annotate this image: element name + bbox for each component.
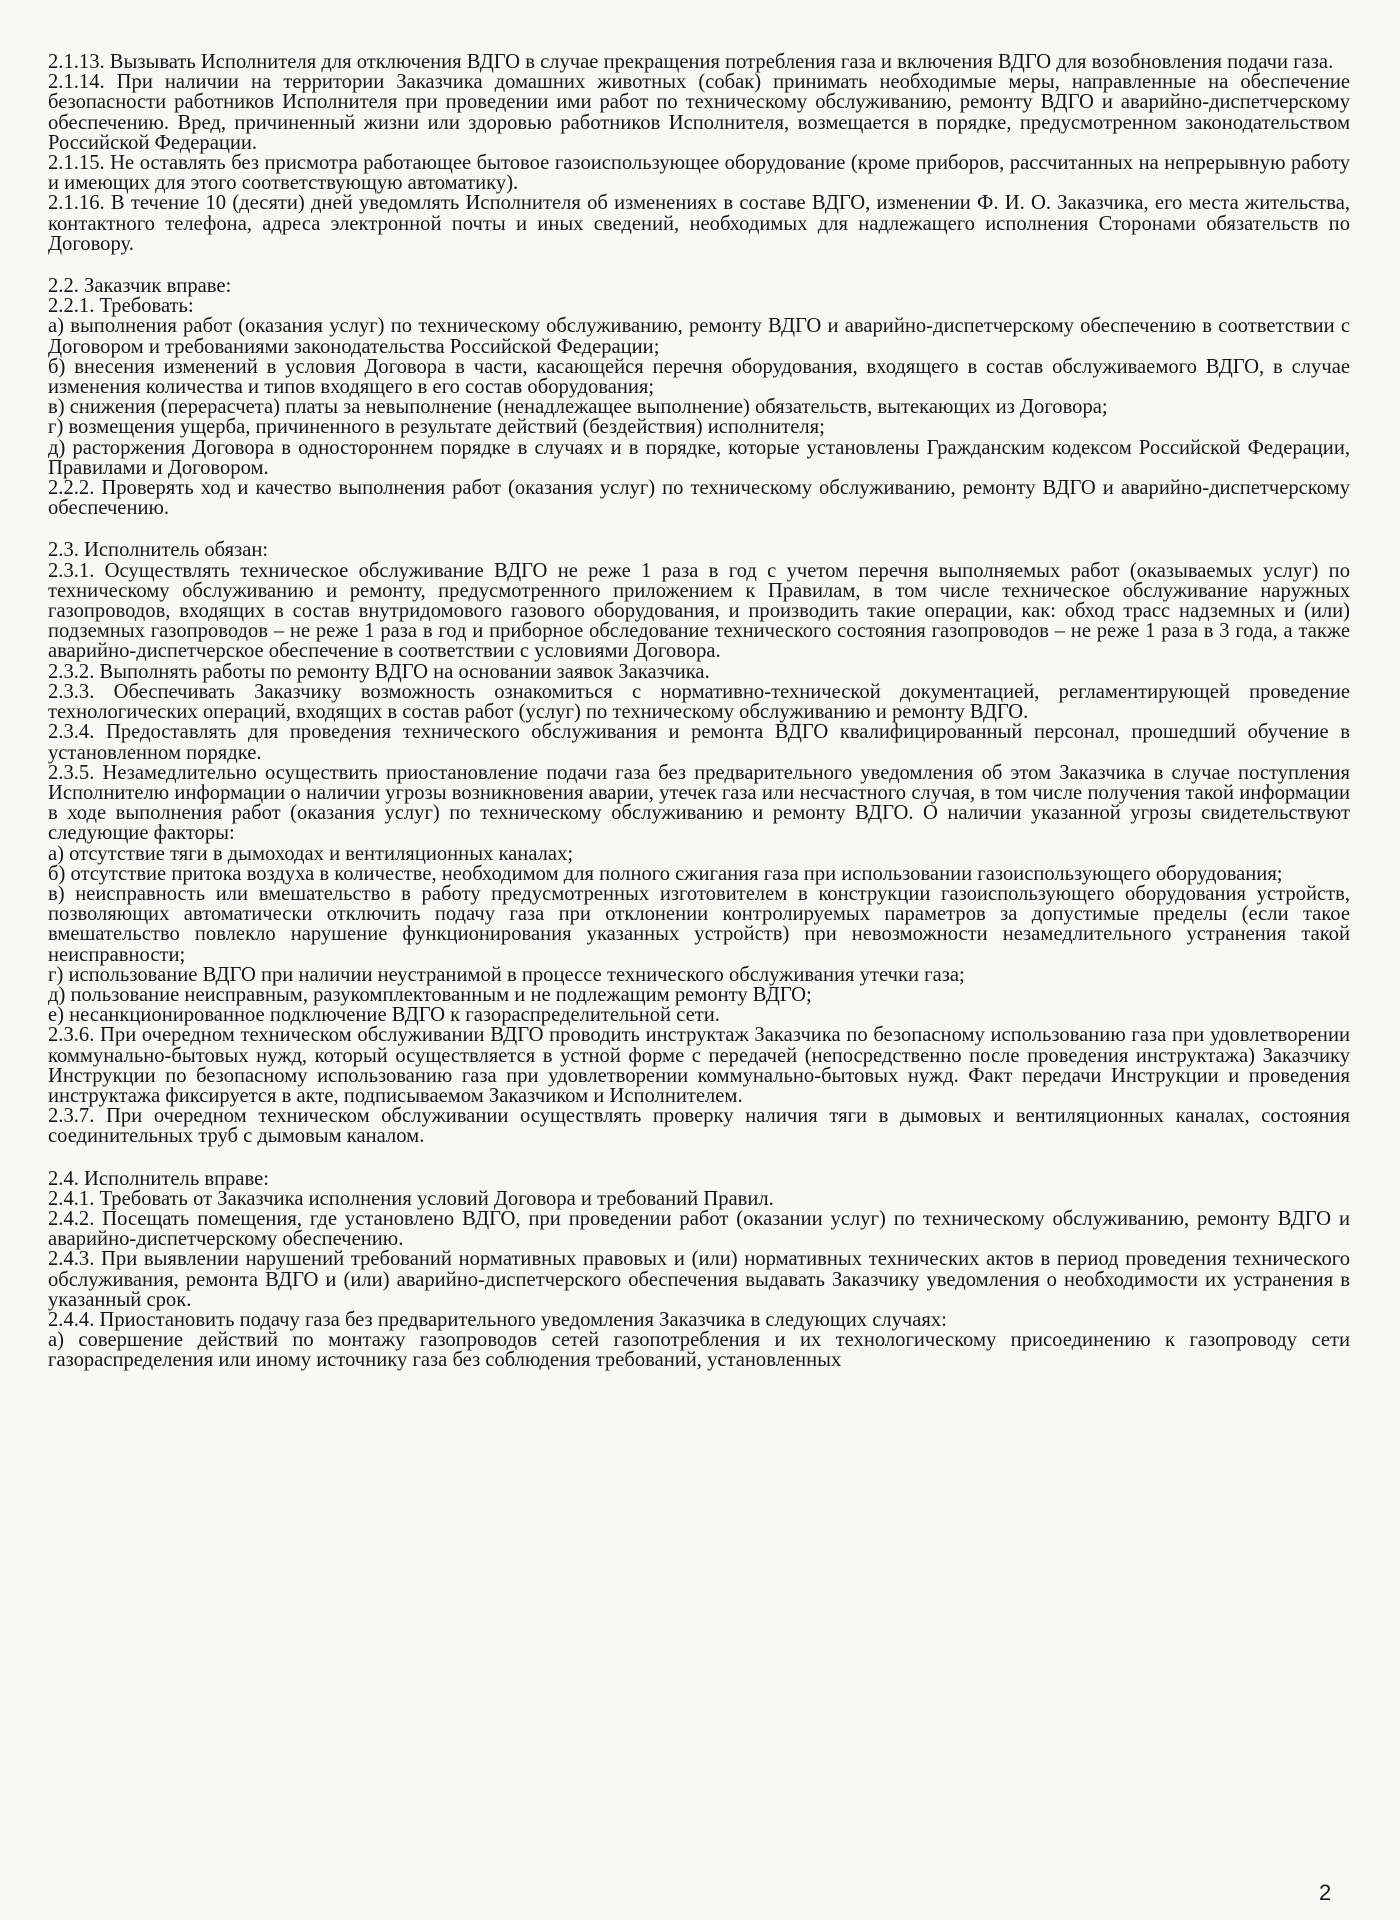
clause-2-2-1: 2.2.1. Требовать: bbox=[48, 295, 194, 318]
clause-2-3-5-b: б) отсутствие притока воздуха в количестве, необходимом для полного сжигания газа при использовании газоиспользующего оборудования; bbox=[48, 862, 1283, 885]
clause-2-3-5-d: д) пользование неисправным, разукомплектованным и не подлежащим ремонту ВДГО; bbox=[48, 983, 812, 1006]
clause-2-3-5-v: в) неисправность или вмешательство в работу предусмотренных изготовителем в конструкции газоиспользующего оборудования устройств, позволяющих автоматически отключить подачу газа при отклонении контролируемых параметров за допустимые пределы (если такое вмешательство повлекло нарушение функционирования указанных устройств) при невозможности незамедлительного устранения такой неисправности; bbox=[48, 882, 1350, 966]
clause-2-3-6: 2.3.6. При очередном техническом обслуживании ВДГО проводить инструктаж Заказчика по безопасному использованию газа при удовлетворении коммунально-бытовых нужд, который осуществляется в устной форме с передачей (непосредственно после проведения инструктажа) Заказчику Инструкции по безопасному использованию газа при удовлетворении коммунально-бытовых нужд. Факт передачи Инструкции и проведения инструктажа фиксируется в акте, подписываемом Заказчиком и Исполнителем. bbox=[48, 1024, 1350, 1107]
clause-2-2-1-b: б) внесения изменений в условия Договора в части, касающейся перечня оборудования, входящего в состав обслуживаемого ВДГО, в случае изменения количества и типов входящего в его состав оборудования; bbox=[48, 355, 1350, 399]
section-2-4-heading: 2.4. Исполнитель вправе: bbox=[48, 1167, 270, 1190]
clause-2-2-1-v: в) снижения (перерасчета) платы за невыполнение (ненадлежащее выполнение) обязательств, вытекающих из Договора; bbox=[48, 396, 1108, 419]
clause-2-2-1-a: а) выполнения работ (оказания услуг) по техническому обслуживанию, ремонту ВДГО и аварийно-диспетчерскому обеспечению в соответствии с Договором и требованиями законодательства Российской Федерации; bbox=[48, 315, 1350, 358]
clause-2-1-13: 2.1.13. Вызывать Исполнителя для отключения ВДГО в случае прекращения потребления газа и включения ВДГО для возобновления подачи газа. bbox=[48, 51, 1334, 73]
clause-2-2-1-d: д) расторжения Договора в одностороннем порядке в случаях и в порядке, которые установлены Гражданским кодексом Российской Федерации, Правилами и Договором. bbox=[48, 436, 1350, 479]
section-2-3-heading: 2.3. Исполнитель обязан: bbox=[48, 539, 269, 562]
clause-2-3-1: 2.3.1. Осуществлять техническое обслуживание ВДГО не реже 1 раза в год с учетом перечня выполняемых работ (оказываемых услуг) по техническому обслуживанию и ремонту, предусмотренного приложением к Правилам, в том числе техническое обслуживание наружных газопроводов, входящих в состав внутридомового газового оборудования, и производить такие операции, как: обход трасс надземных и (или) подземных газопроводов – не реже 1 раза в год и приборное обследование технического состояния газопроводов – не реже 1 раза в 3 года, а также аварийно-диспетчерское обеспечение в соответствии с условиями Договора. bbox=[48, 559, 1350, 663]
clause-2-4-4: 2.4.4. Приостановить подачу газа без предварительного уведомления Заказчика в следующих случаях: bbox=[48, 1308, 947, 1331]
clause-2-3-5: 2.3.5. Незамедлительно осуществить приостановление подачи газа без предварительного уведомления об этом Заказчика в случае поступления Исполнителю информации о наличии угрозы возникновения аварии, утечек газа или несчастного случая, в том числе получения такой информации в ходе выполнения работ (оказания услуг) по техническому обслуживанию и ремонту ВДГО. О наличии указанной угрозы свидетельствуют следующие факторы: bbox=[48, 761, 1350, 845]
clause-2-1-15: 2.1.15. Не оставлять без присмотра работающее бытовое газоиспользующее оборудование (кроме приборов, рассчитанных на непрерывную работу и имеющих для этого соответствующую автоматику). bbox=[48, 152, 1350, 195]
clause-2-4-3: 2.4.3. При выявлении нарушений требований нормативных правовых и (или) нормативных технических актов в период проведения технического обслуживания, ремонта ВДГО и (или) аварийно-диспетчерского обеспечения выдавать Заказчику уведомления о необходимости их устранения в указанный срок. bbox=[48, 1248, 1350, 1311]
clause-2-3-3: 2.3.3. Обеспечивать Заказчику возможность ознакомиться с нормативно-технической документацией, регламентирующей проведение технологических операций, входящих в состав работ (услуг) по техническому обслуживанию и ремонту ВДГО. bbox=[48, 680, 1350, 724]
clause-2-1-14: 2.1.14. При наличии на территории Заказчика домашних животных (собак) принимать необходимые меры, направленные на обеспечение безопасности работников Исполнителя при проведении ими работ по техническому обслуживанию, ремонту ВДГО и аварийно-диспетчерскому обеспечению. Вред, причиненный жизни или здоровью работников Исполнителя, возмещается в порядке, предусмотренном законодательством Российской Федерации. bbox=[48, 71, 1350, 154]
clause-2-4-1: 2.4.1. Требовать от Заказчика исполнения условий Договора и требований Правил. bbox=[48, 1187, 774, 1210]
clause-2-3-7: 2.3.7. При очередном техническом обслуживании осуществлять проверку наличия тяги в дымовых и вентиляционных каналах, состояния соединительных труб с дымовым каналом. bbox=[48, 1105, 1350, 1148]
clause-2-3-2: 2.3.2. Выполнять работы по ремонту ВДГО на основании заявок Заказчика. bbox=[48, 660, 710, 683]
clause-2-3-5-a: а) отсутствие тяги в дымоходах и вентиляционных каналах; bbox=[48, 842, 574, 865]
clause-2-1-16: 2.1.16. В течение 10 (десяти) дней уведомлять Исполнителя об изменениях в составе ВДГО, изменении Ф. И. О. Заказчика, его места жительства, контактного телефона, адреса электронной почты и иных сведений, необходимых для надлежащего исполнения Сторонами обязательств по Договору. bbox=[48, 192, 1350, 255]
document-body bbox=[48, 52, 1350, 1371]
page-number: 2 bbox=[1319, 1880, 1332, 1905]
clause-2-4-2: 2.4.2. Посещать помещения, где установлено ВДГО, при проведении работ (оказании услуг) по техническому обслуживанию, ремонту ВДГО и аварийно-диспетчерскому обеспечению. bbox=[48, 1207, 1350, 1251]
clause-2-4-4-a: а) совершение действий по монтажу газопроводов сетей газопотребления и их технологическому присоединению к газопроводу сети газораспределения или иному источнику газа без соблюдения требований, установленных bbox=[48, 1329, 1350, 1372]
clause-2-3-5-e: е) несанкционированное подключение ВДГО к газораспределительной сети. bbox=[48, 1004, 720, 1027]
clause-2-2-2: 2.2.2. Проверять ход и качество выполнения работ (оказания услуг) по техническому обслуживанию, ремонту ВДГО и аварийно-диспетчерскому обеспечению. bbox=[48, 477, 1350, 520]
section-2-2-heading: 2.2. Заказчик вправе: bbox=[48, 275, 232, 298]
clause-2-3-4: 2.3.4. Предоставлять для проведения технического обслуживания и ремонта ВДГО квалифицированный персонал, прошедший обучение в установленном порядке. bbox=[48, 721, 1350, 764]
clause-2-3-5-g: г) использование ВДГО при наличии неустранимой в процессе технического обслуживания утечки газа; bbox=[48, 963, 965, 986]
clause-2-2-1-g: г) возмещения ущерба, причиненного в результате действий (бездействия) исполнителя; bbox=[48, 416, 825, 439]
